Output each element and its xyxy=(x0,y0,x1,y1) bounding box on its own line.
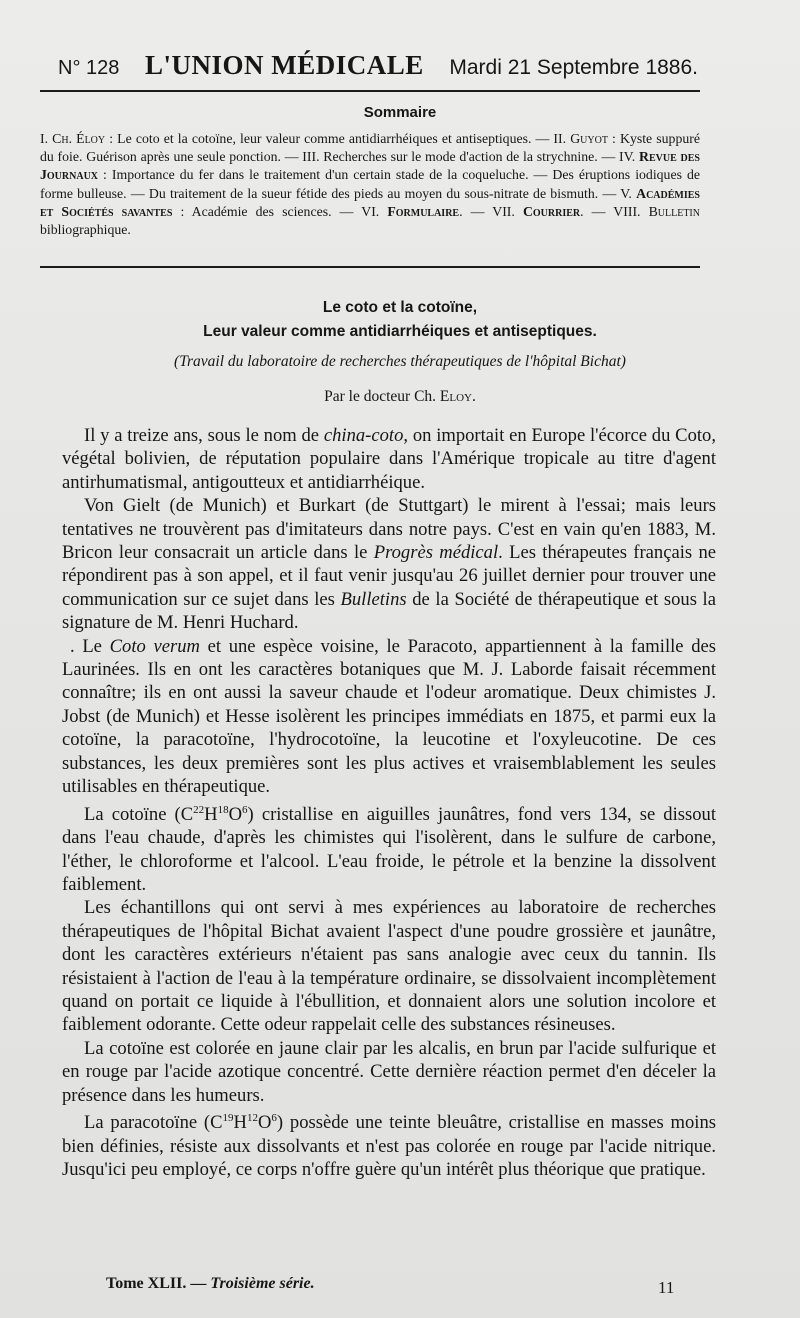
sommaire-part: . — VII. xyxy=(459,203,523,219)
sommaire-part: : Académie des sciences. — VI. xyxy=(172,203,388,219)
author-prefix: Par le docteur Ch. xyxy=(324,388,440,405)
text: ) possède une teinte bleuâtre, cristallise en masses moins bien définies, résiste aux dissolvants et n'est pas colorée en rouge par l'acide nitrique. Jusqu'ici peu employé, ce corps n'offre guère qu'un intérêt plus théorique que pratique. xyxy=(62,1112,716,1180)
sommaire-part: : Le coto et la cotoïne, leur valeur comme antidiarrhéiques et antiseptiques. — II. xyxy=(105,131,571,146)
text: O xyxy=(257,1112,272,1134)
text: Von Gielt (de Munich) et Burkart (de Stuttgart) le mirent à l'essai; mais leurs tentatives ne trouvèrent pas d'imitateurs dans notre pays. C'est en vain qu'en 1883, M. Bricon leur consacrait un article dans le xyxy=(62,495,716,564)
text: Il y a treize ans, sous le nom de xyxy=(84,425,324,446)
superscript: 18 xyxy=(217,803,229,816)
text-italic: china-coto xyxy=(323,425,404,446)
sommaire-author-eloy: Ch. Éloy xyxy=(52,131,106,146)
text: . Le xyxy=(70,635,110,657)
page-footer-mark: 11 xyxy=(658,1278,675,1297)
sommaire-section-bulletin: Bulletin xyxy=(648,203,700,219)
text-italic: Progrès médical xyxy=(373,542,499,564)
sommaire-part: I. xyxy=(40,131,53,146)
sommaire-section-courrier: Courrier xyxy=(522,203,581,219)
superscript: 19 xyxy=(222,1111,234,1124)
paragraph-5: Les échantillons qui ont servi à mes expériences au laboratoire de recherches thérapeutiques de l'hôpital Bichat avaient l'aspect d'une poudre grossière et jaunâtre, dont les caractères extérieurs n'étaient pas sans analogie avec ceux du tannin. Ils résistaient à l'action de l'eau à la température ordinaire, se dissolvaient incomplètement quand on portait ce liquide à l'ébullition, et donnaient alors une solution incolore et faiblement odorante. Cette odeur rappelait celle des substances résineuses. xyxy=(62,897,716,1036)
series-label: Troisième série. xyxy=(210,1275,315,1292)
article-title xyxy=(0,296,800,344)
text: H xyxy=(204,803,218,825)
sommaire-section-revue: Revue des Journaux xyxy=(40,149,700,183)
paragraph-1 xyxy=(62,424,716,494)
sommaire-part: : Importance du fer dans le traitement d'un certain stade de la coqueluche. — Des éruptions iodiques de forme bulleuse. — Du traitement de la sueur fétide des pieds au moyen du sous-nitrate de bismuth. — V. xyxy=(40,167,700,201)
text: La cotoïne (C xyxy=(84,803,194,825)
text: de la Société de thérapeutique et sous la signature de M. Henri Huchard. xyxy=(62,588,716,634)
text: , on importait en Europe l'écorce du Coto, végétal bolivien, de réputation populaire dans l'Amérique tropicale au titre d'agent antirhumatismal, antigoutteux et antidiarrhéique. xyxy=(62,425,716,493)
text: O xyxy=(228,803,243,825)
text-italic: Coto verum xyxy=(109,635,200,657)
article-title-line2: Leur valeur comme antidiarrhéiques et antiseptiques. xyxy=(203,323,597,340)
header-rule xyxy=(40,90,700,92)
text: La paracotoïne (C xyxy=(84,1112,223,1134)
sommaire-author-guyot: Guyot xyxy=(570,131,608,146)
sommaire-section-academies: Académies et Sociétés savantes xyxy=(40,185,700,219)
paragraph-4 xyxy=(62,799,716,897)
text: ) cristallise en aiguilles jaunâtres, fond vers 134, se dissout dans l'eau chaude, d'après les chimistes qui l'isolèrent, dans le sulfure de carbone, l'éther, le chloroforme et l'alcool. L'eau froide, le pétrole et la benzine la dissolvent faiblement. xyxy=(62,803,717,895)
paragraph-7 xyxy=(62,1107,716,1181)
issue-number: N° 128 xyxy=(58,57,120,79)
paragraph-3 xyxy=(62,635,716,799)
sommaire-rule xyxy=(40,266,700,268)
article-author xyxy=(0,388,800,406)
sommaire-title: Sommaire xyxy=(363,104,437,121)
sommaire-part: bibliographique. xyxy=(40,222,131,238)
superscript: 6 xyxy=(242,803,248,816)
superscript: 12 xyxy=(246,1111,258,1124)
journal-title: L'UNION MÉDICALE xyxy=(144,50,424,80)
author-name: Eloy xyxy=(439,388,472,405)
paragraph-2 xyxy=(62,494,716,634)
text: H xyxy=(233,1112,247,1134)
superscript: 6 xyxy=(271,1111,277,1124)
issue-date: Mardi 21 Septembre 1886. xyxy=(449,56,698,79)
article-body xyxy=(62,424,716,1181)
sommaire-section-formulaire: Formulaire xyxy=(387,203,460,219)
text: . Les thérapeutes français ne répondirent pas à son appel, et il faut venir jusqu'au 26 juillet dernier pour trouver une communication sur ce sujet dans les xyxy=(62,542,716,610)
sommaire-part: : Kyste suppuré du foie. Guérison après une seule ponction. — III. Recherches sur le mode d'action de la strychnine. — IV. xyxy=(40,131,700,165)
text-italic: Bulletins xyxy=(340,588,407,610)
author-suffix: . xyxy=(472,388,476,405)
text: et une espèce voisine, le Paracoto, appartiennent à la famille des Laurinées. Ils en ont les caractères botaniques que M. J. Laborde faisait récemment connaître; ils en ont aussi la saveur chaude et l'odeur aromatique. Deux chimistes J. Jobst (de Munich) et Hesse isolèrent les principes immédiats en 1875, et parmi eux la cotoïne, la paracotoïne, l'hydrocotoïne, la leucotine et l'oxyleucotine. De ces substances, les deux premières sont les plus actives et vraisemblablement les seules utilisables en thérapeutique. xyxy=(62,635,716,798)
article-title-line1: Le coto et la cotoïne, xyxy=(322,299,478,316)
tome-label: Tome XLII. — xyxy=(106,1275,211,1292)
article-laboratory: (Travail du laboratoire de recherches thérapeutiques de l'hôpital Bichat) xyxy=(174,353,626,370)
sommaire-part: . — VIII. xyxy=(580,203,649,219)
sommaire-text xyxy=(40,130,700,239)
page-footer-tome xyxy=(106,1275,315,1293)
paragraph-6: La cotoïne est colorée en jaune clair par les alcalis, en brun par l'acide sulfurique et en rouge par l'acide azotique concentré. Cette dernière réaction permet d'en déceler la présence dans les humeurs. xyxy=(62,1037,716,1106)
superscript: 22 xyxy=(193,803,205,816)
page-header xyxy=(58,50,698,81)
